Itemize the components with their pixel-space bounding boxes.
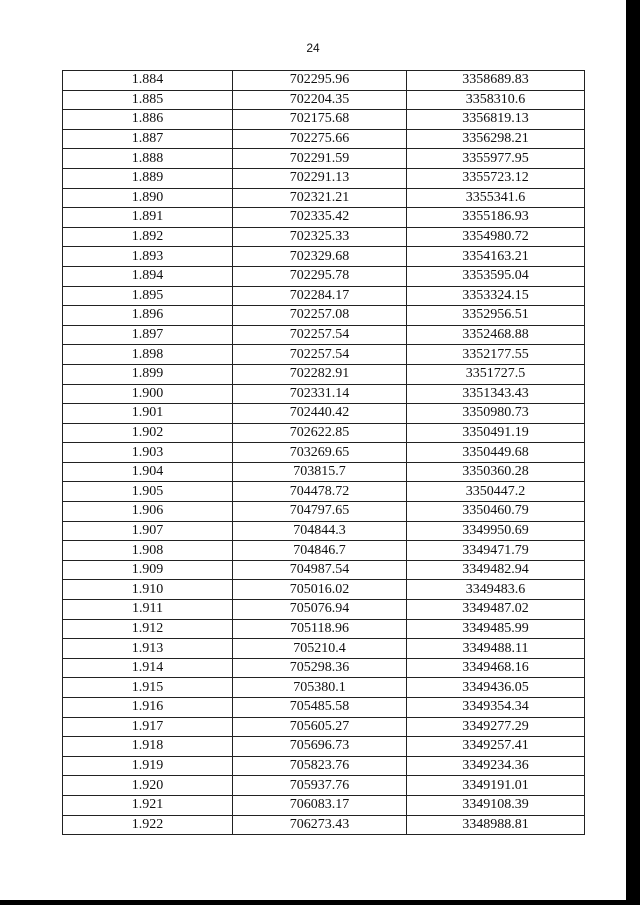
- y-coordinate-cell: 3352468.88: [407, 325, 585, 345]
- x-coordinate-cell: 702291.13: [233, 168, 407, 188]
- table-row: [63, 600, 585, 620]
- y-coordinate-cell: 3349191.01: [407, 776, 585, 796]
- y-coordinate-cell: 3355723.12: [407, 168, 585, 188]
- point-number-cell: 1.900: [63, 384, 233, 404]
- x-coordinate-cell: 702284.17: [233, 286, 407, 306]
- y-coordinate-cell: 3349487.02: [407, 600, 585, 620]
- table-row: [63, 815, 585, 835]
- x-coordinate-cell: 702257.54: [233, 325, 407, 345]
- x-coordinate-cell: 702295.96: [233, 71, 407, 91]
- x-coordinate-cell: 705210.4: [233, 639, 407, 659]
- x-coordinate-cell: 704797.65: [233, 502, 407, 522]
- point-number-cell: 1.887: [63, 129, 233, 149]
- point-number-cell: 1.919: [63, 756, 233, 776]
- y-coordinate-cell: 3350460.79: [407, 502, 585, 522]
- x-coordinate-cell: 702335.42: [233, 208, 407, 228]
- table-row: [63, 404, 585, 424]
- table-row: [63, 110, 585, 130]
- table-row: [63, 756, 585, 776]
- table-row: [63, 90, 585, 110]
- table-row: [63, 306, 585, 326]
- point-number-cell: 1.890: [63, 188, 233, 208]
- x-coordinate-cell: 702331.14: [233, 384, 407, 404]
- table-row: [63, 188, 585, 208]
- table-row: [63, 286, 585, 306]
- y-coordinate-cell: 3352956.51: [407, 306, 585, 326]
- table-row: [63, 129, 585, 149]
- y-coordinate-cell: 3353324.15: [407, 286, 585, 306]
- x-coordinate-cell: 702321.21: [233, 188, 407, 208]
- x-coordinate-cell: 705380.1: [233, 678, 407, 698]
- x-coordinate-cell: 702622.85: [233, 423, 407, 443]
- y-coordinate-cell: 3358310.6: [407, 90, 585, 110]
- point-number-cell: 1.913: [63, 639, 233, 659]
- point-number-cell: 1.884: [63, 71, 233, 91]
- table-row: [63, 482, 585, 502]
- table-row: [63, 698, 585, 718]
- table-row: [63, 208, 585, 228]
- point-number-cell: 1.891: [63, 208, 233, 228]
- point-number-cell: 1.922: [63, 815, 233, 835]
- point-number-cell: 1.896: [63, 306, 233, 326]
- x-coordinate-cell: 704846.7: [233, 541, 407, 561]
- y-coordinate-cell: 3350447.2: [407, 482, 585, 502]
- y-coordinate-cell: 3350980.73: [407, 404, 585, 424]
- point-number-cell: 1.898: [63, 345, 233, 365]
- x-coordinate-cell: 702440.42: [233, 404, 407, 424]
- y-coordinate-cell: 3349950.69: [407, 521, 585, 541]
- y-coordinate-cell: 3350360.28: [407, 462, 585, 482]
- point-number-cell: 1.903: [63, 443, 233, 463]
- x-coordinate-cell: 702325.33: [233, 227, 407, 247]
- point-number-cell: 1.892: [63, 227, 233, 247]
- y-coordinate-cell: 3349277.29: [407, 717, 585, 737]
- point-number-cell: 1.902: [63, 423, 233, 443]
- page-number: 24: [306, 41, 320, 55]
- table-row: [63, 619, 585, 639]
- y-coordinate-cell: 3355341.6: [407, 188, 585, 208]
- x-coordinate-cell: 702291.59: [233, 149, 407, 169]
- x-coordinate-cell: 704478.72: [233, 482, 407, 502]
- point-number-cell: 1.885: [63, 90, 233, 110]
- table-row: [63, 423, 585, 443]
- table-row: [63, 639, 585, 659]
- y-coordinate-cell: 3352177.55: [407, 345, 585, 365]
- y-coordinate-cell: 3349471.79: [407, 541, 585, 561]
- x-coordinate-cell: 705298.36: [233, 658, 407, 678]
- point-number-cell: 1.916: [63, 698, 233, 718]
- y-coordinate-cell: 3349436.05: [407, 678, 585, 698]
- x-coordinate-cell: 706083.17: [233, 795, 407, 815]
- table-row: [63, 502, 585, 522]
- table-row: [63, 560, 585, 580]
- x-coordinate-cell: 703815.7: [233, 462, 407, 482]
- x-coordinate-cell: 702257.08: [233, 306, 407, 326]
- y-coordinate-cell: 3349108.39: [407, 795, 585, 815]
- table-row: [63, 737, 585, 757]
- x-coordinate-cell: 705118.96: [233, 619, 407, 639]
- x-coordinate-cell: 702295.78: [233, 266, 407, 286]
- point-number-cell: 1.915: [63, 678, 233, 698]
- table-row: [63, 71, 585, 91]
- table-row: [63, 364, 585, 384]
- y-coordinate-cell: 3349483.6: [407, 580, 585, 600]
- table-row: [63, 443, 585, 463]
- x-coordinate-cell: 704844.3: [233, 521, 407, 541]
- point-number-cell: 1.918: [63, 737, 233, 757]
- point-number-cell: 1.921: [63, 795, 233, 815]
- y-coordinate-cell: 3354163.21: [407, 247, 585, 267]
- y-coordinate-cell: 3350491.19: [407, 423, 585, 443]
- point-number-cell: 1.901: [63, 404, 233, 424]
- table-row: [63, 521, 585, 541]
- y-coordinate-cell: 3355186.93: [407, 208, 585, 228]
- y-coordinate-cell: 3356819.13: [407, 110, 585, 130]
- point-number-cell: 1.893: [63, 247, 233, 267]
- y-coordinate-cell: 3358689.83: [407, 71, 585, 91]
- table-row: [63, 580, 585, 600]
- point-number-cell: 1.907: [63, 521, 233, 541]
- y-coordinate-cell: 3348988.81: [407, 815, 585, 835]
- x-coordinate-cell: 705016.02: [233, 580, 407, 600]
- point-number-cell: 1.897: [63, 325, 233, 345]
- x-coordinate-cell: 705485.58: [233, 698, 407, 718]
- y-coordinate-cell: 3349234.36: [407, 756, 585, 776]
- x-coordinate-cell: 702329.68: [233, 247, 407, 267]
- x-coordinate-cell: 702257.54: [233, 345, 407, 365]
- table-row: [63, 541, 585, 561]
- point-number-cell: 1.908: [63, 541, 233, 561]
- point-number-cell: 1.894: [63, 266, 233, 286]
- point-number-cell: 1.889: [63, 168, 233, 188]
- coordinates-table: [62, 70, 585, 835]
- y-coordinate-cell: 3350449.68: [407, 443, 585, 463]
- y-coordinate-cell: 3349257.41: [407, 737, 585, 757]
- x-coordinate-cell: 702282.91: [233, 364, 407, 384]
- point-number-cell: 1.888: [63, 149, 233, 169]
- table-row: [63, 247, 585, 267]
- y-coordinate-cell: 3349354.34: [407, 698, 585, 718]
- x-coordinate-cell: 702275.66: [233, 129, 407, 149]
- table-row: [63, 795, 585, 815]
- y-coordinate-cell: 3351727.5: [407, 364, 585, 384]
- y-coordinate-cell: 3353595.04: [407, 266, 585, 286]
- x-coordinate-cell: 705605.27: [233, 717, 407, 737]
- y-coordinate-cell: 3349488.11: [407, 639, 585, 659]
- y-coordinate-cell: 3349482.94: [407, 560, 585, 580]
- y-coordinate-cell: 3354980.72: [407, 227, 585, 247]
- table-row: [63, 658, 585, 678]
- table-row: [63, 345, 585, 365]
- table-row: [63, 227, 585, 247]
- point-number-cell: 1.920: [63, 776, 233, 796]
- point-number-cell: 1.895: [63, 286, 233, 306]
- table-row: [63, 168, 585, 188]
- point-number-cell: 1.906: [63, 502, 233, 522]
- point-number-cell: 1.909: [63, 560, 233, 580]
- point-number-cell: 1.886: [63, 110, 233, 130]
- point-number-cell: 1.910: [63, 580, 233, 600]
- point-number-cell: 1.911: [63, 600, 233, 620]
- x-coordinate-cell: 705076.94: [233, 600, 407, 620]
- table-row: [63, 266, 585, 286]
- y-coordinate-cell: 3355977.95: [407, 149, 585, 169]
- table-row: [63, 384, 585, 404]
- coordinates-table-body: [63, 71, 585, 835]
- y-coordinate-cell: 3349468.16: [407, 658, 585, 678]
- x-coordinate-cell: 704987.54: [233, 560, 407, 580]
- point-number-cell: 1.904: [63, 462, 233, 482]
- table-row: [63, 462, 585, 482]
- point-number-cell: 1.899: [63, 364, 233, 384]
- table-row: [63, 325, 585, 345]
- x-coordinate-cell: 703269.65: [233, 443, 407, 463]
- table-row: [63, 678, 585, 698]
- x-coordinate-cell: 702204.35: [233, 90, 407, 110]
- x-coordinate-cell: 705937.76: [233, 776, 407, 796]
- x-coordinate-cell: 705823.76: [233, 756, 407, 776]
- table-row: [63, 149, 585, 169]
- y-coordinate-cell: 3349485.99: [407, 619, 585, 639]
- point-number-cell: 1.912: [63, 619, 233, 639]
- x-coordinate-cell: 702175.68: [233, 110, 407, 130]
- y-coordinate-cell: 3356298.21: [407, 129, 585, 149]
- y-coordinate-cell: 3351343.43: [407, 384, 585, 404]
- x-coordinate-cell: 705696.73: [233, 737, 407, 757]
- table-row: [63, 717, 585, 737]
- point-number-cell: 1.914: [63, 658, 233, 678]
- table-row: [63, 776, 585, 796]
- point-number-cell: 1.905: [63, 482, 233, 502]
- x-coordinate-cell: 706273.43: [233, 815, 407, 835]
- point-number-cell: 1.917: [63, 717, 233, 737]
